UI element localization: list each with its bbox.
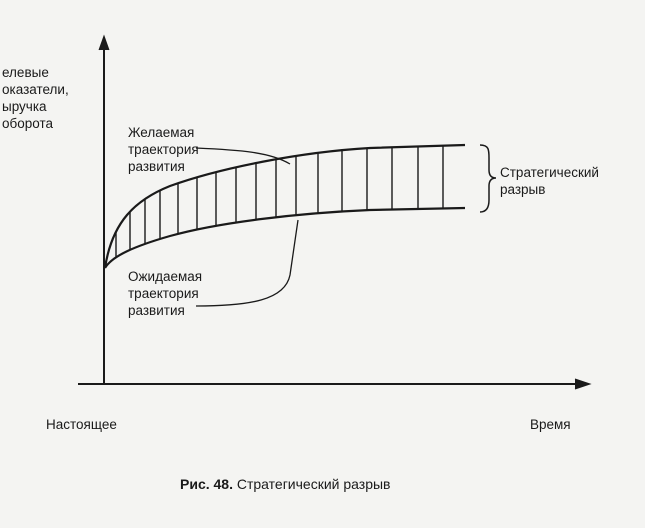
strategic-gap-label: Стратегический разрыв (500, 165, 599, 197)
expected-trajectory-label: Ожидаемая траектория развития (128, 269, 203, 318)
figure-caption (180, 476, 390, 492)
expected-leader-line (196, 220, 298, 306)
y-axis-label: елевые оказатели, ыручка оборота (2, 65, 69, 131)
desired-trajectory-label: Желаемая траектория развития (128, 125, 199, 174)
gap-brace (480, 145, 496, 212)
y-axis-arrow-icon (99, 36, 109, 50)
caption-text: Стратегический разрыв (232, 476, 391, 492)
x-axis-end-label: Время (530, 417, 571, 432)
x-axis-start-label: Настоящее (46, 417, 117, 432)
x-axis-arrow-icon (575, 379, 590, 389)
expected-trajectory-curve (105, 208, 465, 268)
caption-prefix: Рис. 48. (180, 476, 233, 492)
